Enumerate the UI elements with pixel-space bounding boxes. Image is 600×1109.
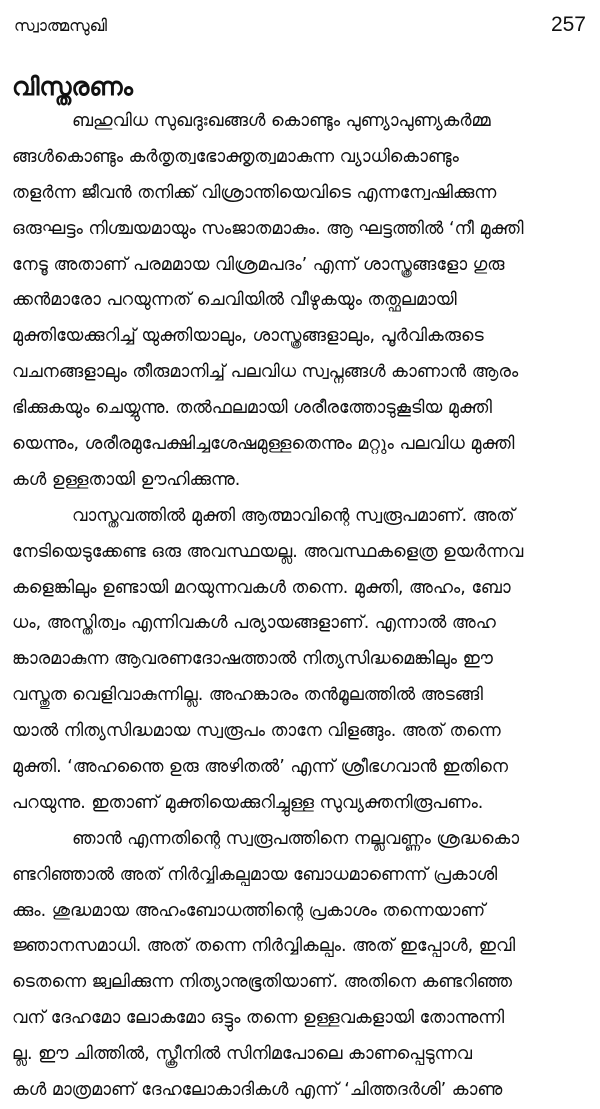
text-line: യാൽ നിത്യസിദ്ധമായ സ്വരൂപം താനേ വിളങ്ങും. അത് തന്നെ: [12, 721, 501, 742]
text-line: ല്ല. ഈ ചിത്തിൽ, സ്ക്രീനിൽ സിനിമപോലെ കാണപ്പെടുന്നവ: [12, 1044, 472, 1065]
text-line: ണ്ടറിഞ്ഞാൽ അത് നിർവ്വികല്പമായ ബോധമാണെന്ന് പ്രകാശി: [12, 864, 498, 885]
text-line: ങ്ങൾകൊണ്ടും കർതൃത്വഭോക്തൃത്വമാകുന്ന വ്യാധികൊണ്ടും: [12, 146, 459, 167]
text-line: കൾ ഉള്ളതായി ഊഹിക്കുന്നു.: [12, 469, 241, 490]
page-number: 257: [550, 13, 586, 36]
text-line: ജ്ഞാനസമാധി. അത് തന്നെ നിർവ്വികല്പം. അത് ഇപ്പോൾ, ഇവി: [12, 936, 516, 957]
text-line: ടെതന്നെ ജ്വലിക്കുന്ന നിത്യാനുഭൂതിയാണ്. അതിനെ കണ്ടറിഞ്ഞ: [12, 972, 513, 993]
body-text: [12, 104, 590, 1109]
text-line: ധം, അസ്തിത്വം എന്നിവകൾ പര്യായങ്ങളാണ്. എന്നാൽ അഹ: [12, 613, 496, 634]
text-line: നേടൂ അതാണ് പരമമായ വിശ്രമപദം’ എന്ന് ശാസ്ത്രങ്ങളോ ഗുരു: [12, 254, 505, 275]
text-line: ബഹുവിധ സുഖദുഃഖങ്ങൾ കൊണ്ടും പുണ്യാപുണ്യകർമ്മ: [72, 111, 491, 131]
text-line: മുക്തി. ‘അഹന്തൈ ഉരു അഴിതൽ’ എന്ന് ശ്രീഭഗവാൻ ഇതിനെ: [12, 757, 508, 778]
text-line: കളെങ്കിലും ഉണ്ടായി മറയുന്നവകൾ തന്നെ. മുക്തി, അഹം, ബോ: [12, 577, 511, 598]
text-line: മുക്തിയേക്കുറിച്ച് യുക്തിയാലും, ശാസ്ത്രങ്ങളാലും, പൂർവികരുടെ: [12, 326, 484, 347]
text-line: വസ്തുത വെളിവാകുന്നില്ല. അഹങ്കാരം തൻമൂലത്തിൽ അടങ്ങി: [12, 685, 483, 706]
text-line: തളർന്ന ജീവൻ തനിക്ക് വിശ്രാന്തിയെവിടെ എന്നന്വേഷിക്കുന്ന: [12, 182, 497, 203]
book-title: സ്വാത്മസുഖി: [14, 16, 108, 35]
text-line: വചനങ്ങളാലും തീരുമാനിച്ച് പലവിധ സ്വപ്നങ്ങൾ കാണാൻ ആരം: [12, 362, 519, 383]
text-line: ക്കും. ശുദ്ധമായ അഹംബോധത്തിന്റെ പ്രകാശം തന്നെയാണ്: [12, 900, 486, 921]
section-heading: വിസ്തരണം: [12, 72, 133, 101]
text-line: ക്കൻമാരോ പറയുന്നത് ചെവിയിൽ വീഴുകയും തത്ഫലമായി: [12, 290, 457, 311]
text-line: നേടിയെടുക്കേണ്ട ഒരു അവസ്ഥയല്ല. അവസ്ഥകളെത്ര ഉയർന്നവ: [12, 541, 524, 562]
text-line: വാസ്തവത്തിൽ മുക്തി ആത്മാവിന്റെ സ്വരൂപമാണ്. അത്: [72, 505, 515, 526]
text-line: യെന്നും, ശരീരമുപേക്ഷിച്ചശേഷമുള്ളതെന്നും മറ്റും പലവിധ മുക്തി: [12, 434, 515, 455]
text-line: പറയുന്നു. ഇതാണ് മുക്തിയെക്കുറിച്ചുള്ള സുവ്യക്തനിരൂപണം.: [12, 792, 484, 813]
text-line: ഭിക്കുകയും ചെയ്യുന്നു. തൽഫലമായി ശരീരത്തോടുകൂടിയ മുക്തി: [12, 398, 492, 419]
text-line: വന് ദേഹമോ ലോകമോ ഒട്ടും തന്നെ ഉള്ളവകളായി തോന്നുന്നി: [12, 1008, 505, 1029]
text-line: ഞാൻ എന്നതിന്റെ സ്വരൂപത്തിനെ നല്ലവണ്ണം ശ്രദ്ധകൊ: [72, 828, 520, 849]
running-head: [14, 10, 586, 44]
text-line: ഒരുഘട്ടം നിശ്ചയമായും സംജാതമാകും. ആ ഘട്ടത്തിൽ ‘നീ മുക്തി: [12, 218, 524, 239]
text-line: കൾ മാത്രമാണ് ദേഹലോകാദികൾ എന്ന് ‘ചിത്തദർശി’ കാണു: [12, 1080, 503, 1101]
text-line: ങ്കാരമാകുന്ന ആവരണദോഷത്താൽ നിത്യസിദ്ധമെങ്കിലും ഈ: [12, 649, 493, 670]
